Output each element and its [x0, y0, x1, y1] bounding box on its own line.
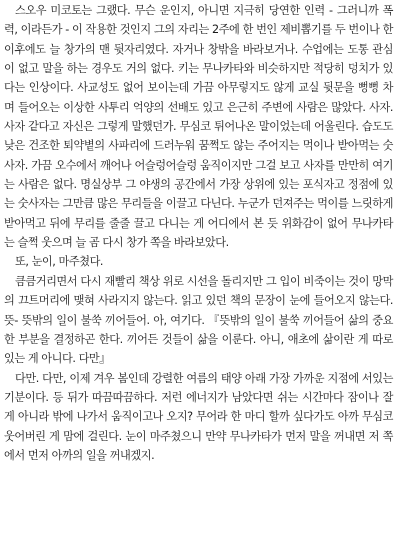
- paragraph-3: 큼큼거리면서 다시 재빨리 책상 위로 시선을 돌리지만 그 입이 비죽이는 것이 망막의 끄트머리에 맺혀 사라지지 않는다. 읽고 있던 책의 문장이 눈에 들어오지 않는다. 뜻- 뜻밖의 일이 불쑥 끼어들어. 아, 여기다. 『뜻밖의 일이 불쑥 끼어들어 삶의 중요한 부분을 결정하곤 한다. 끼어든 것들이 삶을 이룬다. 아니, 애초에 삶이란 게 따로 있는 게 아니다. 다만』: [4, 274, 393, 366]
- paragraph-1: 스오우 미코토는 그랬다. 무슨 운인지, 아니면 지극히 당연한 인력 - 그러니까 폭력, 이라든가 - 이 작용한 것인지 그의 자리는 2주에 한 번인 제비뽑기를 두 번이나 한 이후에도 늘 창가의 맨 뒷자리였다. 자거나 창밖을 바라보거나. 수업에는 도통 관심이 없고 말을 하는 경우도 거의 없다. 키는 무나카타와 비슷하지만 적당히 덩치가 있다는 인상이다. 사교성도 없어 보이는데 가끔 아무렇지도 않게 교실 뒷문을 뻥뻥 차며 들어오는 이상한 사투리 억양의 선배도 있고 은근히 주변에 사람은 많았다. 사자. 사자 같다고 자신은 그렇게 말했던가. 무심코 튀어나온 말이었는데 어울린다. 습도도 낮은 건조한 퇴약볕의 사파리에 드러누워 꿈쩍도 않는 주어지는 먹이나 받아먹는 숫사자. 가끔 오수에서 깨어나 어슬렁어슬렁 움직이지만 그걸 보고 사자를 만만히 여기는 사람은 없다. 명실상부 그 야생의 공간에서 가장 상위에 있는 포식자고 정점에 있는 숫사자는 그만큼 많은 무리들을 이끌고 다닌다. 누군가 던져주는 먹이를 느릿하게 받아먹고 뒤에 무리를 줄줄 끌고 다니는 게 어디에서 본 듯 위화감이 없어 무나카타는 슬쩍 웃으며 늘 곰 다시 창가 쪽을 바라보았다.: [4, 4, 393, 250]
- paragraph-2: 또, 눈이, 마주쳤다.: [15, 255, 104, 269]
- paragraph-4: 다만. 다만, 이제 겨우 봄인데 강렬한 여름의 태양 아래 가장 가까운 지점에 서있는 기분이다. 등 뒤가 따끔따끔하다. 저런 에너지가 남았다면 쉬는 시간마다 잠이나 잘 게 아니라 밖에 나가서 움직이고나 오지? 무어라 한 마디 할까 싶다가도 아까 무심코 웃어버린 게 맘에 걸린다. 눈이 마주쳤으니 만약 무나카타가 먼저 말을 꺼내면 저 쪽에서 먼저 아까의 일을 꺼내겠지.: [4, 371, 393, 462]
